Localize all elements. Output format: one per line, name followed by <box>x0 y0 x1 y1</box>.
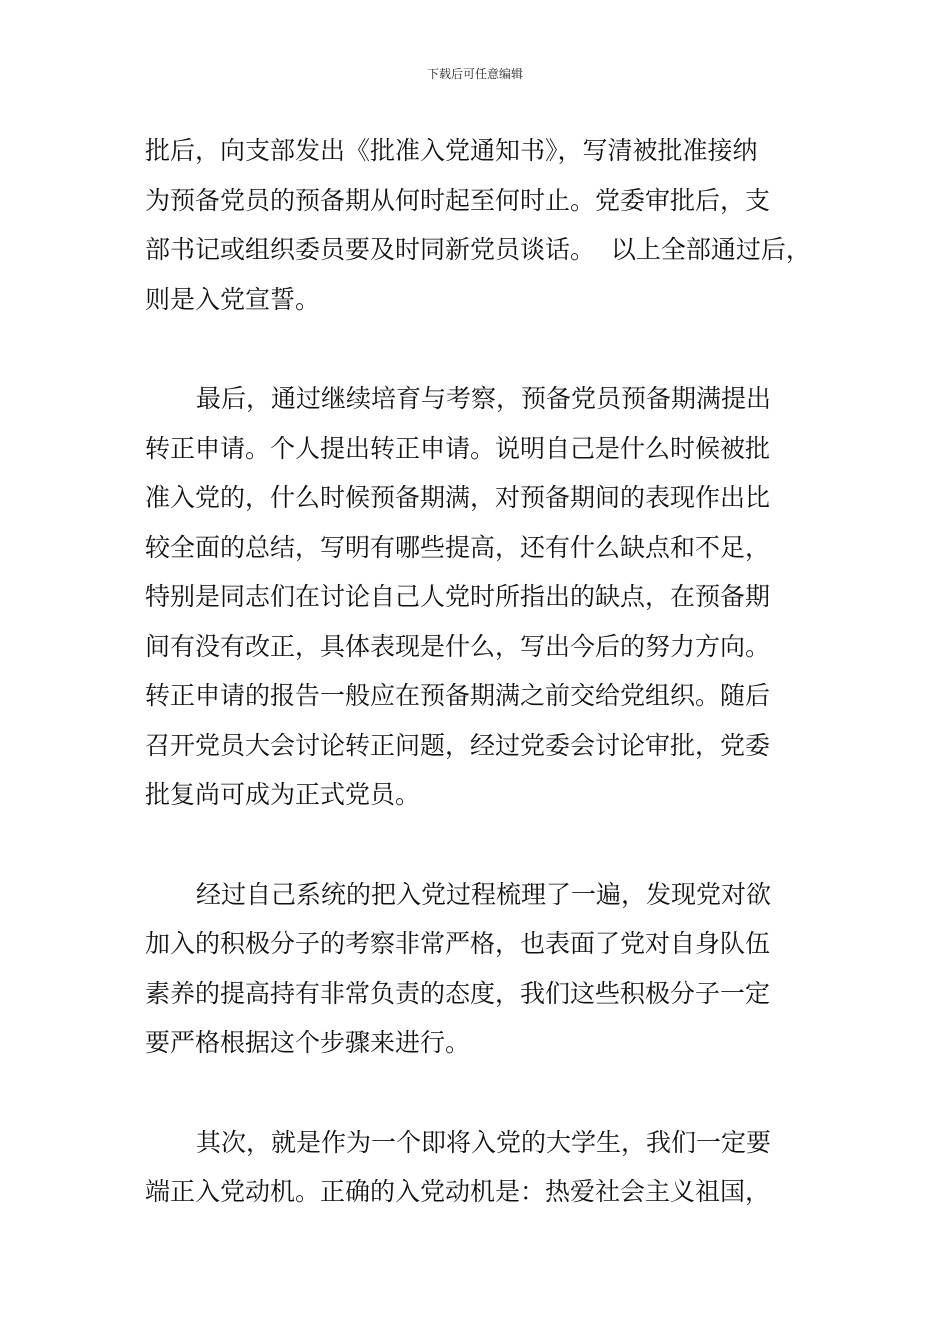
text-line: 加入的积极分子的考察非常严格，也表面了党对自身队伍 <box>145 929 771 958</box>
text-line: 要严格根据这个步骤来进行。 <box>145 1028 471 1057</box>
text-line: 部书记或组织委员要及时同新党员谈话。 以上全部通过后， <box>145 235 811 264</box>
page-header: 下载后可任意编辑 <box>426 67 523 81</box>
text-line: 则是入党宣誓。 <box>145 284 321 314</box>
text-line: 素养的提高持有非常负责的态度，我们这些积极分子一定 <box>145 978 771 1008</box>
paragraph-gap <box>145 1068 835 1118</box>
paragraph-gap <box>145 820 835 870</box>
text-line: 经过自己系统的把入党过程梳理了一遍，发现党对欲 <box>196 879 772 909</box>
text-line: 转正申请的报告一般应在预备期满之前交给党组织。随后 <box>145 681 771 710</box>
text-line: 为预备党员的预备期从何时起至何时止。党委审批后，支 <box>145 185 771 215</box>
document-body <box>145 126 835 1217</box>
text-line: 其次，就是作为一个即将入党的大学生，我们一定要 <box>196 1127 772 1157</box>
text-line: 特别是同志们在讨论自己人党时所指出的缺点，在预备期 <box>145 582 771 611</box>
paragraph-gap <box>145 324 835 374</box>
text-line: 间有没有改正，具体表现是什么，写出今后的努力方向。 <box>145 631 771 661</box>
text-line: 端正入党动机。正确的入党动机是：热爱社会主义祖国， <box>145 1177 771 1206</box>
paragraph-reflection <box>145 870 835 1068</box>
text-line: 批复尚可成为正式党员。 <box>145 780 421 809</box>
text-line: 最后，通过继续培育与考察，预备党员预备期满提出 <box>196 384 772 413</box>
text-line: 准入党的，什么时候预备期满，对预备期间的表现作出比 <box>145 483 771 512</box>
paragraph-probation <box>145 374 835 820</box>
text-line: 转正申请。个人提出转正申请。说明自己是什么时候被批 <box>145 433 771 463</box>
text-line: 召开党员大会讨论转正问题，经过党委会讨论审批，党委 <box>145 730 771 760</box>
paragraph-approval <box>145 126 835 324</box>
text-line: 较全面的总结，写明有哪些提高，还有什么缺点和不足， <box>145 532 771 562</box>
paragraph-motivation <box>145 1118 835 1217</box>
text-line: 批后，向支部发出《批准入党通知书》，写清被批准接纳 <box>145 136 758 165</box>
